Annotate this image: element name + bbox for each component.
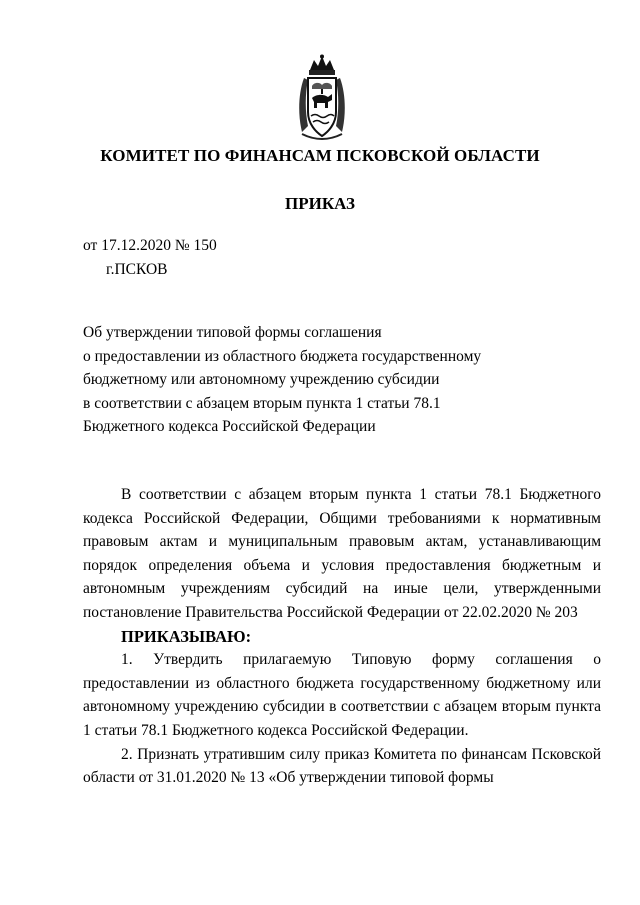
subject-line: о предоставлении из областного бюджета государственному bbox=[83, 347, 482, 365]
document-meta bbox=[83, 234, 217, 282]
order-word: ПРИКАЗЫВАЮ: bbox=[121, 626, 252, 646]
organization-title: КОМИТЕТ ПО ФИНАНСАМ ПСКОВСКОЙ ОБЛАСТИ bbox=[100, 146, 540, 165]
order-item-2: 2. Признать утратившим силу приказ Комитета по финансам Псковской области от 31.01.2020 № 13 «Об утверждении типовой формы bbox=[83, 745, 601, 787]
document-type-title: ПРИКАЗ bbox=[285, 194, 355, 213]
document-subject bbox=[83, 321, 523, 439]
subject-line: бюджетному или автономному учреждению субсидии bbox=[83, 371, 440, 388]
city: г.ПСКОВ bbox=[106, 261, 168, 278]
subject-line: Об утверждении типовой формы соглашения bbox=[83, 324, 382, 341]
coat-of-arms-icon bbox=[294, 54, 350, 142]
document-body bbox=[83, 483, 601, 790]
preamble-paragraph: В соответствии с абзацем вторым пункта 1 статьи 78.1 Бюджетного кодекса Российской Федерации, Общими требованиями к нормативным правовым актам и муниципальным правовым актам, устанавливающим порядок определения объема и условия предоставления бюджетным и автономным учреждениям субсидий на иные цели, утвержденными постановление Правительства Российской Федерации от 22.02.2020 № 203 bbox=[83, 486, 601, 621]
order-item-1: 1. Утвердить прилагаемую Типовую форму соглашения о предоставлении из областного бюджета государственному бюджетному или автономному учреждению субсидии в соответствии с абзацем вторым пункта 1 статьи 78.1 Бюджетного кодекса Российской Федерации. bbox=[83, 651, 601, 739]
date-number: от 17.12.2020 № 150 bbox=[83, 237, 217, 254]
subject-line: в соответствии с абзацем вторым пункта 1 статьи 78.1 bbox=[83, 394, 441, 412]
subject-line: Бюджетного кодекса Российской Федерации bbox=[83, 418, 376, 435]
